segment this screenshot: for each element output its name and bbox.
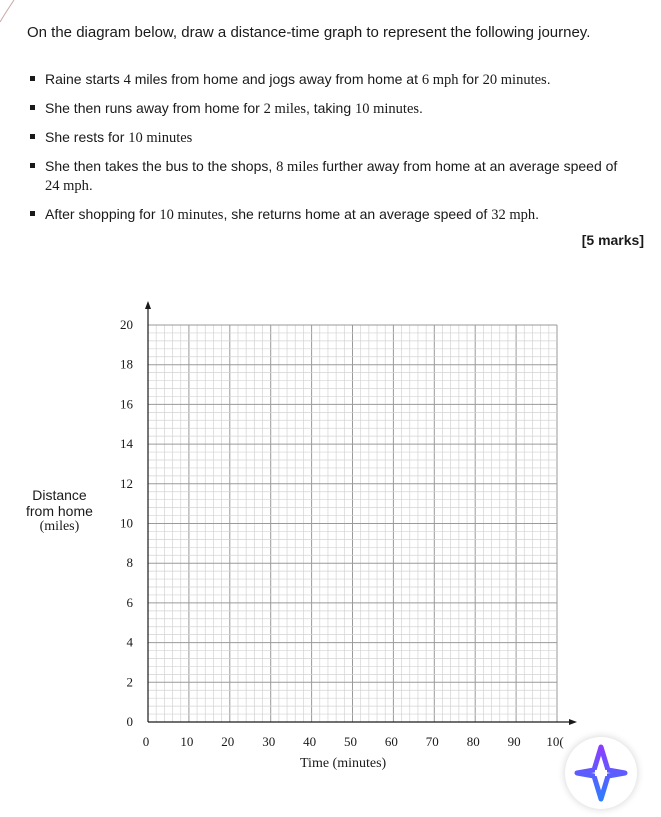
journey-step — [30, 157, 630, 195]
bullet-icon — [30, 134, 35, 139]
journey-step-text: , taking — [305, 100, 355, 116]
journey-step-text: . — [419, 100, 423, 116]
y-tick-label: 0 — [126, 714, 133, 729]
y-tick-label: 12 — [120, 475, 133, 491]
y-axis-arrow-icon — [145, 301, 151, 309]
x-axis-label: Time (minutes) — [300, 756, 387, 771]
journey-step-text: She then takes the bus to the shops, — [45, 158, 277, 174]
journey-step-text: Raine starts — [45, 71, 124, 87]
journey-step-text: . — [88, 177, 93, 193]
x-tick-label: 60 — [384, 734, 398, 749]
marks-label: [5 marks] — [581, 232, 644, 248]
y-axis-label-unit: (miles) — [39, 519, 80, 534]
journey-step-text: She rests for — [45, 129, 129, 145]
bullet-icon — [30, 76, 35, 81]
y-tick-label: 10 — [120, 515, 133, 531]
journey-step-text: . — [535, 206, 539, 222]
journey-list — [30, 70, 630, 234]
question-prompt: On the diagram below, draw a distance-time graph to represent the following journey. — [27, 24, 591, 41]
journey-step-text: 10 minutes — [159, 207, 224, 223]
journey-step-text: 2 miles — [263, 101, 306, 117]
journey-step-text: 8 miles — [276, 159, 319, 175]
x-tick-label: 0 — [142, 734, 150, 749]
journey-step-text: 32 mph — [491, 207, 536, 223]
journey-step-text: miles from home and jogs away from home at — [130, 71, 422, 87]
x-tick-label: 90 — [507, 734, 521, 749]
x-tick-label: 10 — [180, 734, 194, 749]
journey-step-text: 20 minutes — [482, 72, 547, 88]
x-tick-label: 80 — [466, 734, 480, 749]
y-tick-label: 6 — [126, 594, 133, 610]
y-tick-label: 20 — [120, 317, 133, 332]
journey-step — [30, 99, 630, 118]
journey-step-text: 10 minutes — [128, 130, 193, 146]
y-tick-label: 14 — [120, 436, 133, 452]
y-tick-label: 4 — [126, 634, 133, 650]
x-tick-label: 40 — [303, 734, 317, 749]
bullet-icon — [30, 211, 35, 216]
x-axis-arrow-icon — [569, 719, 577, 725]
x-tick-label: 20 — [221, 734, 235, 749]
journey-step — [30, 70, 630, 89]
y-axis-label-line2: from home — [26, 503, 93, 519]
y-axis-label — [26, 487, 93, 535]
x-tick-label: 10( — [546, 734, 564, 749]
journey-step-text: further away from home at an average speed of — [318, 158, 618, 174]
bullet-icon — [30, 163, 35, 168]
x-tick-label: 50 — [344, 734, 357, 749]
journey-step-text: 10 minutes — [355, 101, 420, 117]
journey-step — [30, 205, 630, 224]
y-tick-label: 16 — [120, 396, 133, 412]
journey-step-text: . — [546, 71, 551, 87]
sparkle-logo-icon[interactable] — [565, 737, 637, 809]
journey-step-text: 24 mph — [45, 178, 89, 194]
distance-time-grid[interactable] — [0, 295, 661, 755]
journey-step-text: for — [458, 71, 483, 87]
journey-step — [30, 128, 630, 147]
journey-step-text: After shopping for — [45, 206, 160, 222]
bullet-icon — [30, 105, 35, 110]
journey-step-text: 6 mph — [421, 72, 459, 88]
journey-step-text: She then runs away from home for — [45, 100, 264, 116]
y-tick-label: 18 — [120, 356, 133, 372]
journey-step-text: 4 — [123, 72, 131, 88]
y-tick-label: 8 — [126, 555, 133, 571]
x-tick-label: 70 — [425, 734, 439, 749]
x-tick-label: 30 — [262, 734, 276, 749]
y-tick-label: 2 — [126, 674, 133, 690]
journey-step-text: , she returns home at an average speed of — [223, 206, 492, 222]
y-axis-label-line1: Distance — [32, 487, 87, 503]
